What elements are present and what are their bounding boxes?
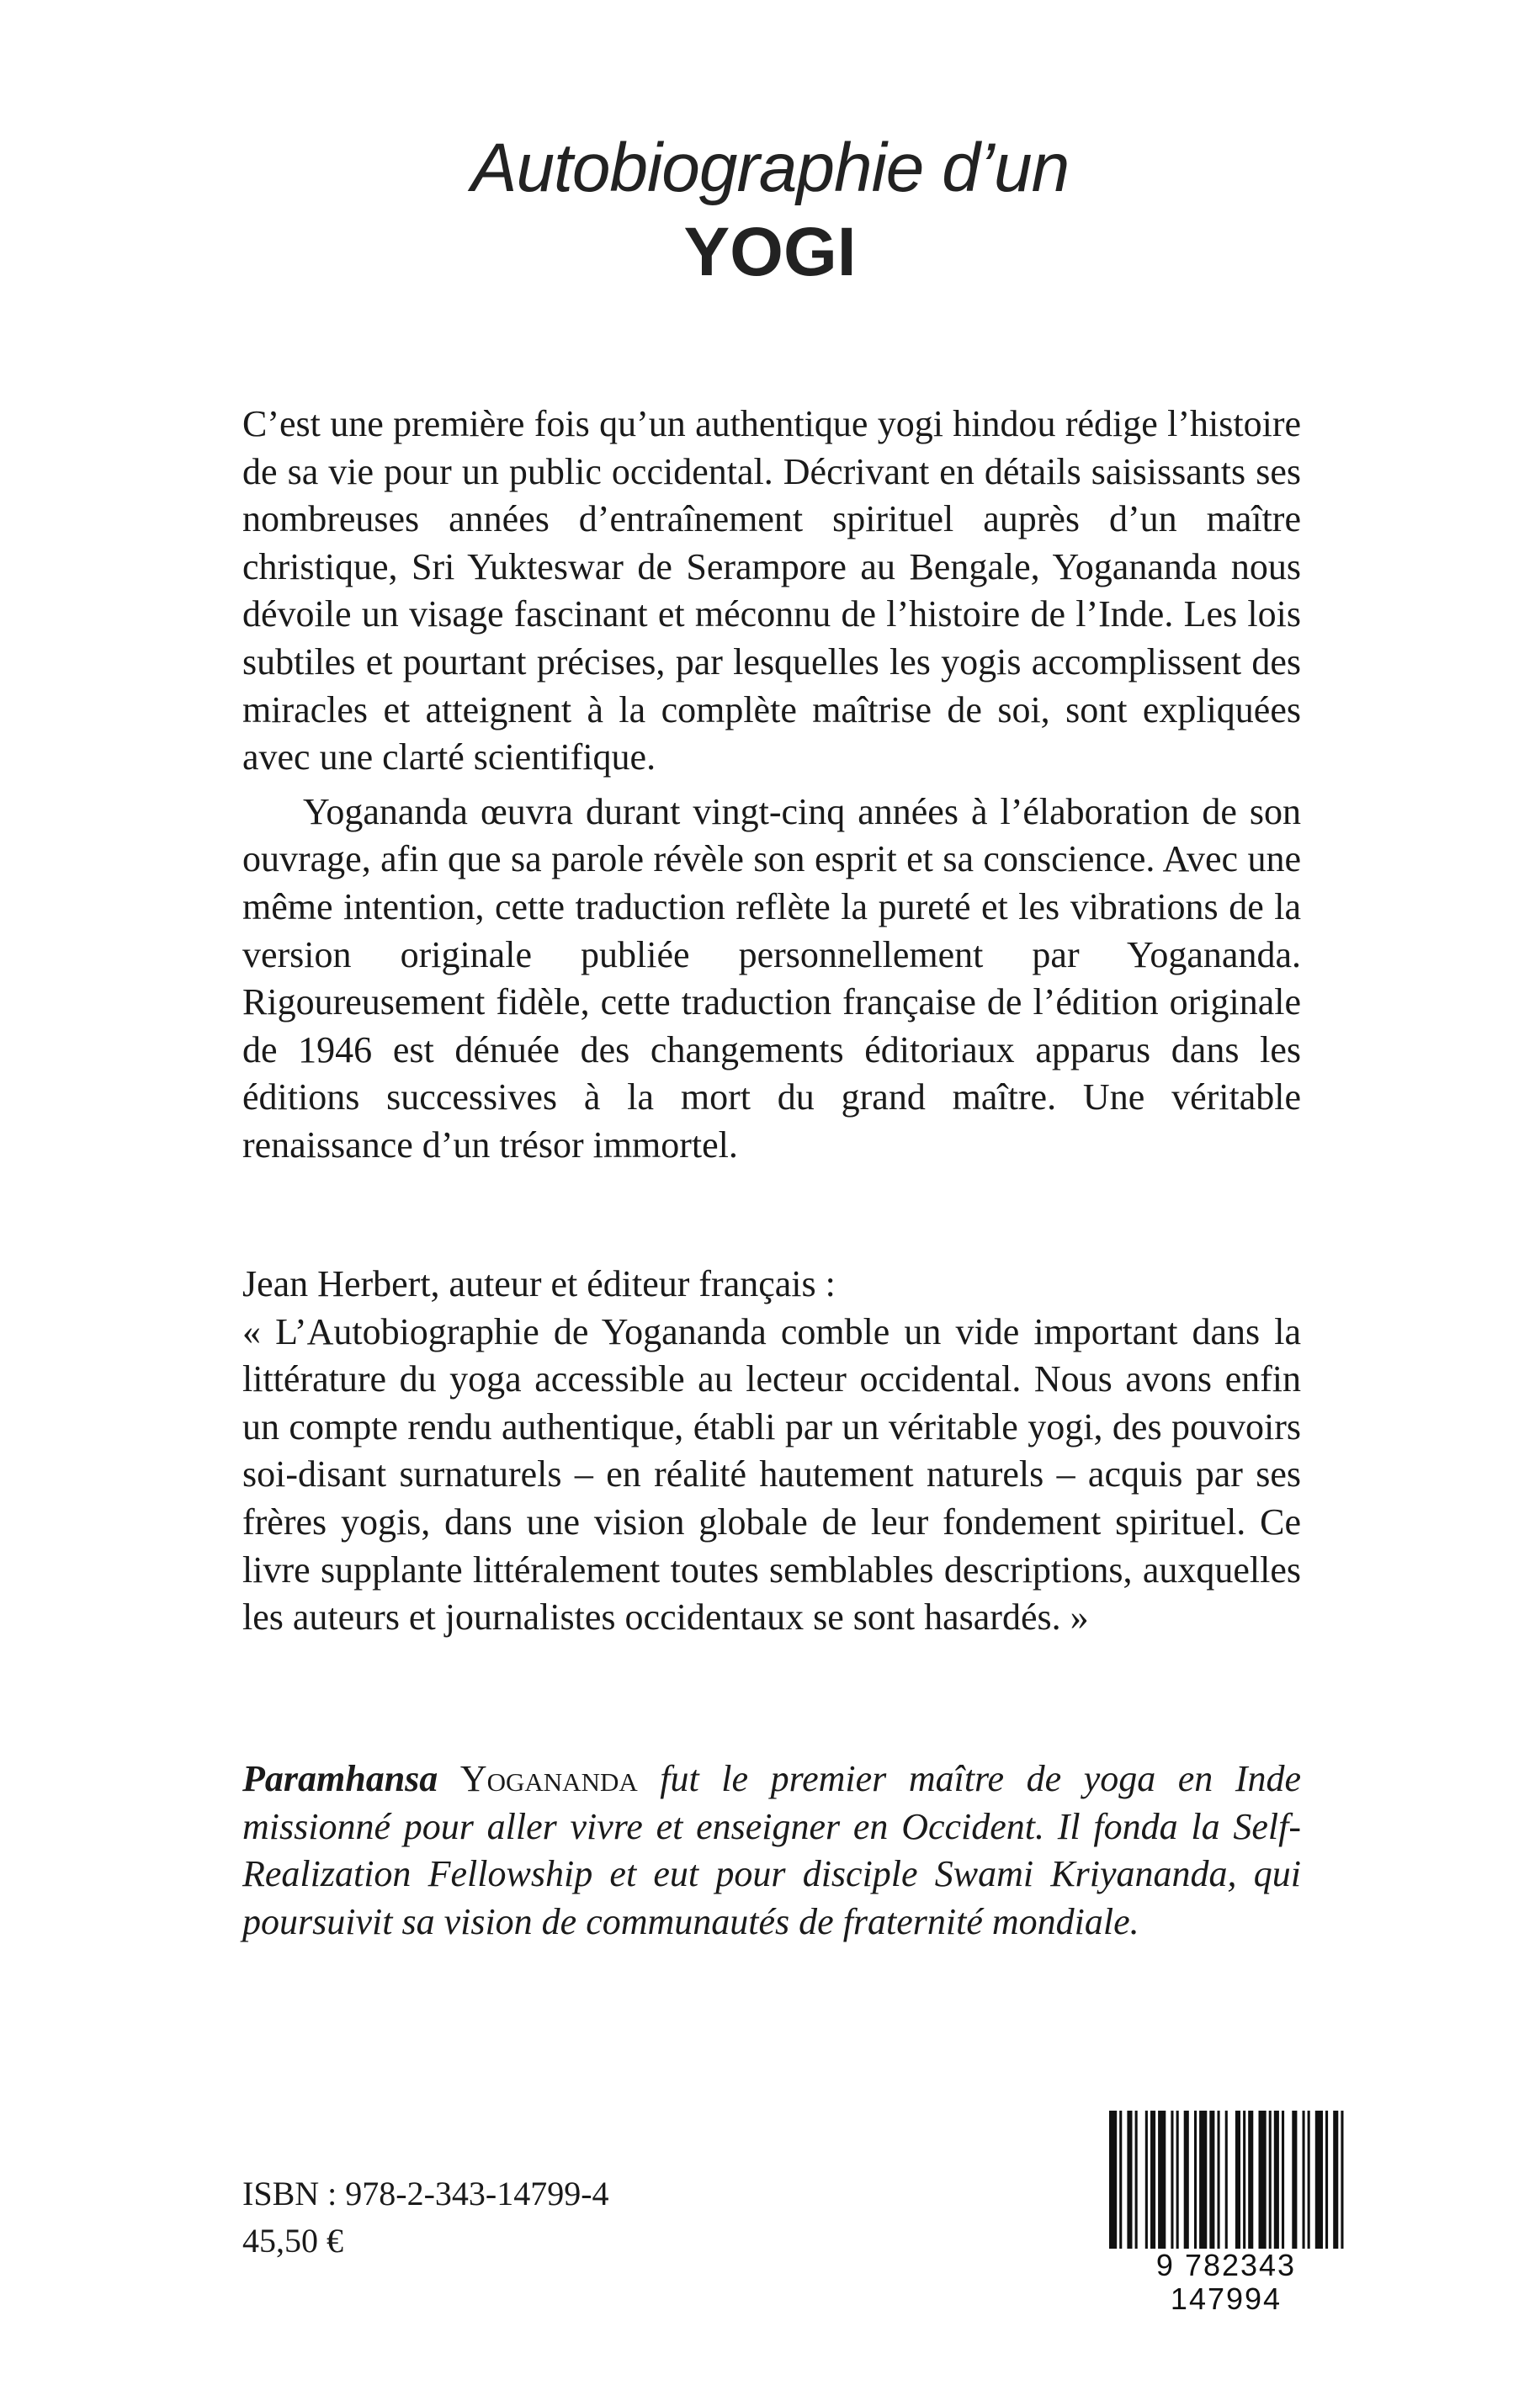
barcode-bar <box>1145 2111 1148 2252</box>
barcode-bar <box>1325 2111 1328 2252</box>
barcode-bar <box>1259 2111 1267 2252</box>
barcode-bar <box>1292 2111 1297 2252</box>
price: 45,50 € <box>242 2222 343 2260</box>
author-bio-paragraph <box>242 1756 1301 1946</box>
barcode-bar <box>1248 2111 1253 2252</box>
quote-attribution: Jean Herbert, auteur et éditeur français : <box>242 1263 836 1304</box>
barcode-bar <box>1150 2111 1155 2252</box>
description-paragraph-1: C’est une première fois qu’un authentique yogi hindou rédige l’histoire de sa vie pour un public occidental. Décrivant en détails saisissants ses nombreuses années d’entraînement spirituel auprès d’un maître christique, Sri Yukteswar de Serampore au Bengale, Yogananda nous dévoile un visage fascinant et méconnu de l’histoire de l’Inde. Les lois subtiles et pourtant précises, par lesquelles les yogis accomplissent des miracles et atteignent à la complète maîtrise de soi, sont expliquées avec une clarté scientifique. <box>242 403 1301 778</box>
review-quote <box>242 1261 1301 1642</box>
barcode-bar <box>1308 2111 1310 2252</box>
barcode-bar <box>1171 2111 1173 2252</box>
barcode-bar <box>1333 2111 1338 2252</box>
barcode-bar <box>1225 2111 1228 2252</box>
barcode <box>1104 2111 1348 2316</box>
barcode-bar <box>1274 2111 1279 2271</box>
barcode-bar <box>1303 2111 1305 2252</box>
barcode-bar <box>1243 2111 1245 2252</box>
description-paragraph-2: Yogananda œuvra durant vingt-cinq années à l’élaboration de son ouvrage, afin que sa parole révèle son esprit et sa conscience. Avec une même intention, cette traduction reflète la pureté et les vibrations de la version originale publiée personnellement par Yogananda. Rigoureusement fidèle, cette traduction française de l’édition originale de 1946 est dénuée des changements éditoriaux apparus dans les éditions successives à la mort du grand maître. Une véritable renaissance d’un trésor immortel. <box>242 790 1301 1166</box>
title-line-1: Autobiographie d’un <box>470 130 1070 206</box>
barcode-bar <box>1109 2111 1117 2271</box>
author-first-name: Paramhansa <box>242 1758 438 1799</box>
barcode-bar <box>1135 2111 1138 2252</box>
barcode-bar <box>1158 2111 1166 2252</box>
barcode-bar <box>1199 2111 1207 2252</box>
barcode-bar <box>1209 2111 1214 2252</box>
barcode-bar <box>1184 2111 1189 2252</box>
barcode-bar <box>1176 2111 1179 2252</box>
barcode-bar <box>1119 2111 1122 2271</box>
barcode-bar <box>1235 2111 1240 2252</box>
barcode-bar <box>1194 2111 1197 2252</box>
book-title <box>0 126 1540 295</box>
barcode-bar <box>1315 2111 1323 2252</box>
barcode-bar <box>1269 2111 1272 2252</box>
book-description <box>242 401 1301 1170</box>
author-bio-text: fut le premier maître de yoga en Inde missionné pour aller vivre et enseigner en Occident. Il fonda la Self-Realization Fellowship et eut pour disciple Swami Kriyananda, qui poursuivit sa vision de communautés de fraternité mondiale. <box>242 1758 1302 1942</box>
barcode-digits: 9 782343 147994 <box>1104 2249 1348 2316</box>
barcode-bar <box>1341 2111 1343 2252</box>
title-line-2: YOGI <box>683 214 857 290</box>
barcode-bar <box>1282 2111 1284 2252</box>
author-surname: Yogananda <box>459 1758 638 1799</box>
barcode-bar <box>1218 2111 1220 2252</box>
isbn-number: ISBN : 978-2-343-14799-4 <box>242 2175 609 2212</box>
author-bio <box>242 1756 1301 1946</box>
barcode-bar <box>1127 2111 1132 2252</box>
quote-text: « L’Autobiographie de Yogananda comble un vide important dans la littérature du yoga accessible au lecteur occidental. Nous avons enfin un compte rendu authentique, établi par un véritable yogi, des pouvoirs soi-disant surnaturels – en réalité hautement naturels – acquis par ses frères yogis, dans une vision globale de leur fondement spirituel. Ce livre supplante littéralement toutes semblables descriptions, auxquelles les auteurs et journalistes occidentaux se sont hasardés. » <box>242 1310 1301 1639</box>
